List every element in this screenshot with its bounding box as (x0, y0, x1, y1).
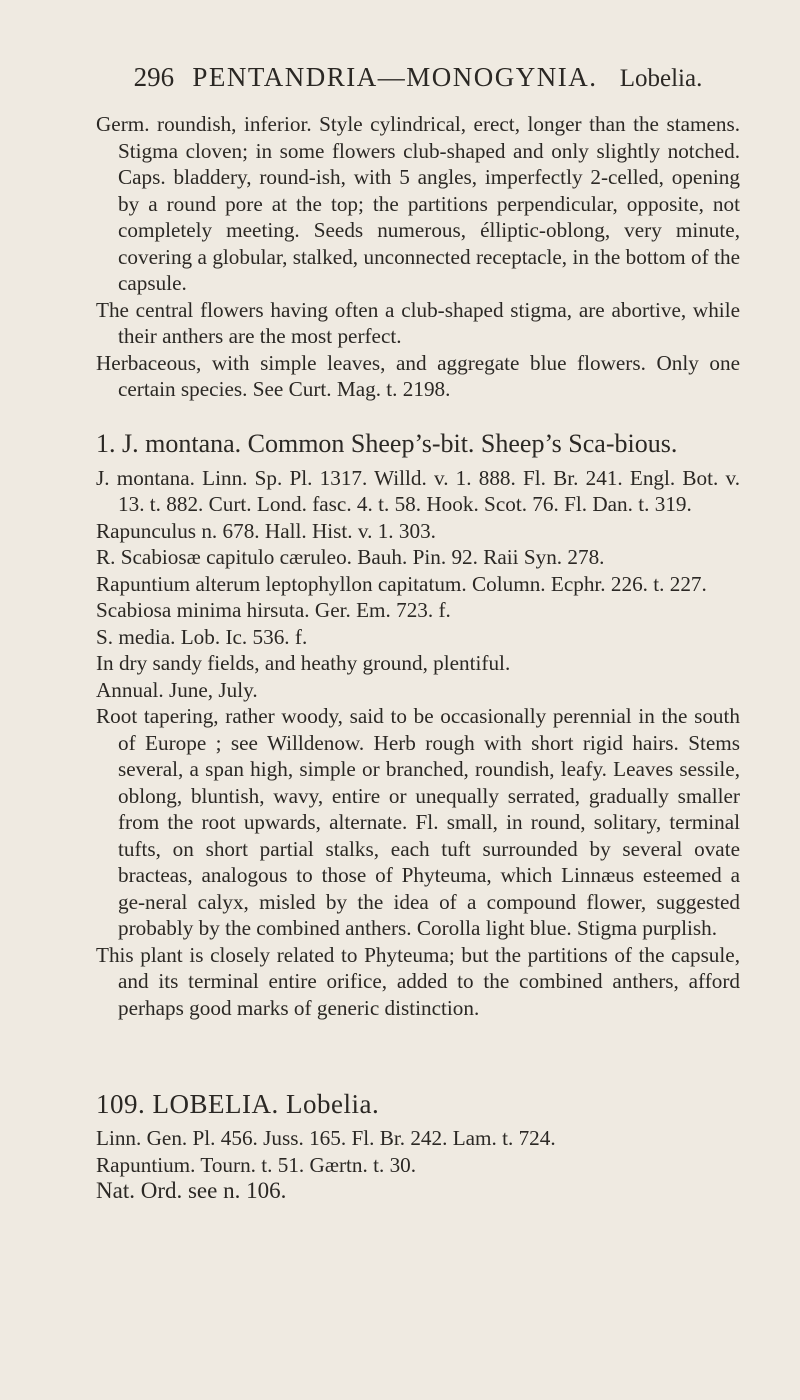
synonym-line: Rapunculus n. 678. Hall. Hist. v. 1. 303. (96, 518, 436, 543)
page-title: PENTANDRIA—MONOGYNIA. (192, 62, 598, 92)
description-paragraph: Root tapering, rather woody, said to be occasionally perennial in the south of Europe ; see Willdenow. Herb rough with short rigid hairs. Stems several, a span high, simple or branched, roundish, leafy. Leaves sessile, oblong, bluntish, wavy, entire or unequally serrated, gradually smaller from the root upwards, alternate. Fl. small, in round, solitary, terminal tufts, on short partial stalks, each tuft surrounded by several ovate bracteas, analogous to those of Phyteuma, which Linnæus esteemed a ge-neral calyx, misled by the idea of a compound flower, suggested probably by the combined anthers. Corolla light blue. Stigma purplish. (96, 704, 740, 940)
page-header (96, 62, 740, 93)
synonym-line: R. Scabiosæ capitulo cæruleo. Bauh. Pin. 92. Raii Syn. 278. (96, 545, 605, 569)
page-number: 296 (133, 62, 175, 92)
paragraph-herbaceous: Herbaceous, with simple leaves, and aggregate blue flowers. Only one certain species. See Curt. Mag. t. 2198. (96, 350, 740, 401)
synonym-line: J. montana. Linn. Sp. Pl. 1317. Willd. v. 1. 888. Fl. Br. 241. Engl. Bot. v. 13. t. 882. Curt. Lond. fasc. 4. t. 58. Hook. Scot. 76. Fl. Dan. t. 319. (96, 465, 740, 516)
duration-line: Annual. June, July. (96, 677, 258, 702)
genus-reference: Rapuntium. Tourn. t. 51. Gærtn. t. 30. (96, 1152, 417, 1177)
running-genus: Lobelia. (619, 65, 703, 92)
synonym-line: Rapuntium alterum leptophyllon capitatum. Column. Ecphr. 226. t. 227. (96, 571, 707, 596)
habitat-line: In dry sandy fields, and heathy ground, plentiful. (96, 651, 511, 675)
genus-heading: 109. LOBELIA. Lobelia. (96, 1089, 380, 1119)
synonym-line: Scabiosa minima hirsuta. Ger. Em. 723. f. (96, 598, 451, 622)
paragraph-germ: Germ. roundish, inferior. Style cylindrical, erect, longer than the stamens. Stigma cloven; in some flowers club-shaped and only slightly notched. Caps. bladdery, round-ish, with 5 angles, imperfectly 2-celled, opening by a round pore at the top; the partitions perpendicular, opposite, not completely meeting. Seeds numerous, élliptic-oblong, very minute, covering a globular, stalked, unconnected receptacle, in the bottom of the capsule. (96, 112, 740, 295)
synonym-line: S. media. Lob. Ic. 536. f. (96, 624, 308, 649)
species-heading: 1. J. montana. Common Sheep’s-bit. Sheep’s Sca-bious. (96, 428, 678, 458)
remark-paragraph: This plant is closely related to Phyteuma; but the partitions of the capsule, and its terminal entire orifice, added to the combined anthers, afford perhaps good marks of generic distinction. (96, 942, 740, 1020)
natural-order-line: Nat. Ord. see n. 106. (96, 1178, 287, 1203)
genus-reference: Linn. Gen. Pl. 456. Juss. 165. Fl. Br. 242. Lam. t. 724. (96, 1126, 556, 1150)
paragraph-central-flowers: The central flowers having often a club-shaped stigma, are abortive, while their anthers are the most perfect. (96, 297, 740, 348)
